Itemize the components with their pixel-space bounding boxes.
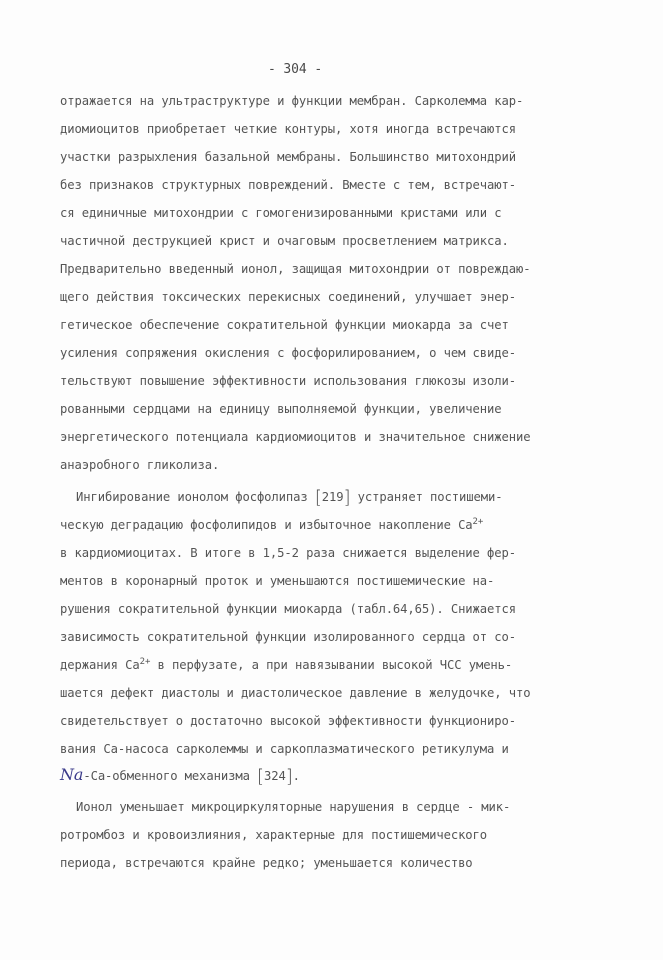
paragraph-2-line	[60, 515, 483, 535]
reference-close-bracket: ]	[285, 766, 293, 787]
text-run: ческую деградацию фосфолипидов и избыточное накопление Ca	[60, 518, 473, 532]
paragraph-2-line: ментов в коронарный проток и уменьшаются постишемические на-	[60, 574, 495, 588]
paragraph-3-line: Ионол уменьшает микроциркуляторные нарушения в сердце - мик-	[76, 800, 511, 814]
reference-open-bracket: [	[257, 766, 264, 787]
reference-number: 219	[321, 490, 344, 504]
text-run: Ингибирование ионолом фосфолипаз	[76, 490, 315, 504]
text-run: держания Ca	[60, 658, 140, 672]
paragraph-2-line	[76, 487, 502, 507]
paragraph-2-line: в кардиомиоцитах. В итоге в 1,5-2 раза снижается выделение фер-	[60, 546, 516, 560]
paragraph-1-line: диомиоцитов приобретает четкие контуры, хотя иногда встречаются	[60, 122, 516, 136]
reference-close-bracket: ]	[343, 487, 351, 508]
paragraph-1-line: щего действия токсических перекисных соединений, улучшает энер-	[60, 290, 516, 304]
paragraph-2-line: свидетельствует о достаточно высокой эффективности функциониро-	[60, 714, 516, 728]
paragraph-3-line: ротромбоз и кровоизлияния, характерные для постишемического	[60, 828, 488, 842]
paragraph-1-line: энергетического потенциала кардиомиоцитов и значительное снижение	[60, 430, 531, 444]
paragraph-1-line: анаэробного гликолиза.	[60, 458, 220, 472]
superscript: 2+	[139, 656, 151, 667]
paragraph-1-line: усиления сопряжения окисления с фосфорилированием, о чем свиде-	[60, 346, 516, 360]
paragraph-2-line: вания Ca-насоса сарколеммы и саркоплазматического ретикулума и	[60, 742, 509, 756]
text-run: -Ca-обменного механизма	[83, 769, 258, 783]
paragraph-1-line: без признаков структурных повреждений. Вместе с тем, встречают-	[60, 178, 516, 192]
text-run: .	[292, 769, 300, 783]
superscript: 2+	[472, 516, 484, 527]
paragraph-2-line: рушения сократительной функции миокарда (табл.64,65). Снижается	[60, 602, 516, 616]
paragraph-1-line: гетическое обеспечение сократительной функции миокарда за счет	[60, 318, 509, 332]
paragraph-2-line: шается дефект диастолы и диастолическое давление в желудочке, что	[60, 686, 531, 700]
page-number: - 304 -	[267, 62, 323, 77]
paragraph-1-line: тельствуют повышение эффективности использования глюкозы изоли-	[60, 374, 516, 388]
paragraph-1-line: ся единичные митохондрии с гомогенизированными кристами или с	[60, 206, 502, 220]
paragraph-3-line: периода, встречаются крайне редко; уменьшается количество	[60, 856, 473, 870]
reference-number: 324	[263, 769, 286, 783]
paragraph-2-line: зависимость сократительной функции изолированного сердца от со-	[60, 630, 516, 644]
paragraph-2-line	[60, 765, 300, 785]
paragraph-1-line: участки разрыхления базальной мембраны. Большинство митохондрий	[60, 150, 516, 164]
text-run: в перфузате, а при навязывании высокой ЧСС умень-	[150, 658, 513, 672]
paragraph-1-line: частичной деструкцией крист и очаговым просветлением матрикса.	[60, 234, 509, 248]
paragraph-1-line: отражается на ультраструктуре и функции мембран. Сарколемма кар-	[60, 94, 524, 108]
handwritten-insert: Na	[60, 765, 84, 784]
paragraph-1-line: рованными сердцами на единицу выполняемой функции, увеличение	[60, 402, 502, 416]
text-run: устраняет постишеми-	[350, 490, 503, 504]
paragraph-2-line	[60, 655, 512, 675]
reference-open-bracket: [	[314, 487, 322, 508]
paragraph-1-line: Предварительно введенный ионол, защищая митохондрии от повреждаю-	[60, 262, 531, 276]
